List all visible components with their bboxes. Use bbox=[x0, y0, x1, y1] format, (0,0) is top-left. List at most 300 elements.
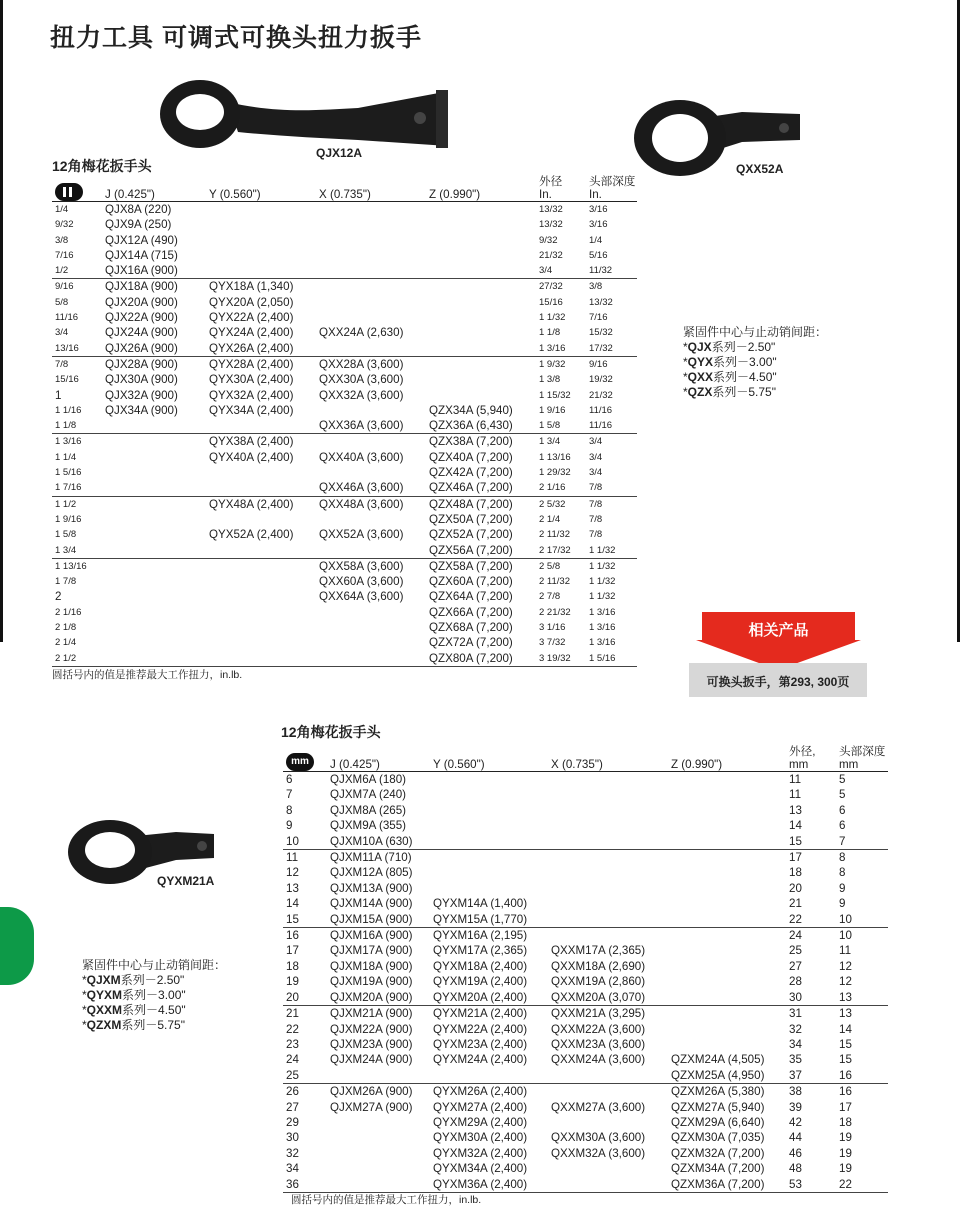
table-cell bbox=[316, 620, 426, 635]
table-cell: 13 bbox=[836, 1006, 888, 1022]
table-cell: QJXM22A (900) bbox=[330, 1022, 413, 1036]
table-cell bbox=[430, 803, 548, 818]
table-cell: QJXM10A (630) bbox=[330, 834, 413, 848]
table-cell bbox=[316, 310, 426, 325]
spacing-note-title: 紧固件中心与止动销间距： bbox=[82, 958, 227, 972]
table-cell: QYXM27A (2,400) bbox=[433, 1100, 528, 1114]
table-cell bbox=[316, 605, 426, 620]
table-cell bbox=[426, 217, 536, 232]
table-cell: 21/32 bbox=[539, 249, 563, 261]
table-cell: 1 1/32 bbox=[539, 312, 566, 324]
table-cell: 30 bbox=[286, 1131, 299, 1145]
table-cell: QZX72A (7,200) bbox=[429, 636, 513, 650]
table-cell: QZX50A (7,200) bbox=[429, 512, 513, 526]
table-cell bbox=[102, 512, 206, 527]
table-cell: 17 bbox=[286, 944, 299, 958]
table-cell bbox=[206, 233, 316, 248]
table-cell: QYXM20A (2,400) bbox=[433, 990, 528, 1004]
table-cell: 3/4 bbox=[539, 265, 553, 277]
table-cell: 11/16 bbox=[589, 420, 613, 432]
table-row bbox=[52, 295, 637, 310]
spacing-note-metric bbox=[82, 958, 226, 1033]
table-cell bbox=[206, 574, 316, 589]
page-border-left bbox=[0, 0, 3, 642]
footnote-inch: 圆括号内的值是推荐最大工作扭力，in.lb. bbox=[52, 669, 243, 681]
image-caption-qjx12a: QJX12A bbox=[316, 146, 363, 160]
table-cell: QZX34A (5,940) bbox=[429, 403, 513, 417]
table-cell: 1 5/8 bbox=[539, 420, 561, 432]
table-cell: QYX48A (2,400) bbox=[206, 496, 316, 512]
table-cell: 17 bbox=[839, 1100, 852, 1114]
table-cell: QJX26A (900) bbox=[105, 341, 178, 355]
table-cell: 11/32 bbox=[589, 265, 613, 277]
table-row bbox=[52, 605, 637, 620]
table-cell: QXX60A (3,600) bbox=[319, 575, 404, 589]
inch-icon bbox=[55, 183, 83, 201]
table-cell bbox=[316, 512, 426, 527]
wrench-image-qjx12a bbox=[158, 74, 453, 154]
table-row bbox=[52, 248, 637, 263]
table-cell: 19 bbox=[286, 975, 299, 989]
table-cell: 1 1/8 bbox=[55, 420, 77, 432]
table-row bbox=[52, 496, 637, 512]
table-cell: QZX40A (7,200) bbox=[429, 450, 513, 464]
table-cell: QJXM12A (805) bbox=[330, 866, 413, 880]
table-cell: QZX38A (7,200) bbox=[426, 434, 536, 450]
table-cell: 5/16 bbox=[589, 249, 608, 261]
table-cell bbox=[316, 434, 426, 450]
table-cell: 20 bbox=[286, 990, 299, 1004]
table-cell: 12 bbox=[286, 866, 299, 880]
table-cell: 16 bbox=[839, 1068, 852, 1082]
table-header bbox=[283, 746, 888, 772]
table-cell: 5 bbox=[839, 788, 846, 802]
table-row bbox=[52, 465, 637, 480]
table-cell: QZX36A (6,430) bbox=[429, 419, 513, 433]
table-cell: 13 bbox=[839, 990, 852, 1004]
table-cell: QYXM19A (2,400) bbox=[433, 975, 528, 989]
table-cell: 6 bbox=[286, 773, 293, 786]
table-cell bbox=[430, 881, 548, 896]
table-cell bbox=[668, 865, 786, 880]
table-cell: QYX40A (2,400) bbox=[209, 450, 294, 464]
table-cell: 14 bbox=[286, 897, 299, 911]
table-cell bbox=[668, 928, 786, 944]
table-cell bbox=[102, 450, 206, 465]
table-cell: 29 bbox=[286, 1115, 299, 1129]
table-row bbox=[52, 356, 637, 372]
table-cell: QXX64A (3,600) bbox=[319, 590, 404, 604]
column-header: X (0.735") bbox=[316, 176, 426, 202]
table-cell: 1 5/16 bbox=[586, 651, 637, 667]
table-row bbox=[52, 434, 637, 450]
table-cell: 1 bbox=[55, 388, 62, 402]
table-cell: 26 bbox=[283, 1084, 327, 1100]
table-cell bbox=[316, 217, 426, 232]
spacing-note-line: *QZX系列－5.75" bbox=[683, 385, 776, 399]
table-cell bbox=[102, 418, 206, 434]
table-row bbox=[52, 589, 637, 604]
table-cell: 1 1/2 bbox=[52, 496, 102, 512]
table-cell: QXX46A (3,600) bbox=[319, 481, 404, 495]
related-products-link[interactable]: 可换头扳手，第293, 300页 bbox=[706, 675, 850, 689]
table-cell bbox=[548, 803, 668, 818]
table-cell bbox=[426, 372, 536, 387]
table-cell: QYX38A (2,400) bbox=[206, 434, 316, 450]
table-cell: 34 bbox=[286, 1162, 299, 1176]
table-cell: 1 3/16 bbox=[52, 434, 102, 450]
table-cell: QJX28A (900) bbox=[102, 356, 206, 372]
table-cell: 2 1/4 bbox=[55, 637, 77, 649]
table-cell bbox=[316, 263, 426, 279]
table-cell: 9 bbox=[839, 897, 846, 911]
table-cell: 3/4 bbox=[55, 327, 69, 339]
table-row bbox=[283, 974, 888, 989]
table-cell: 19 bbox=[839, 1131, 852, 1145]
table-cell: QYX26A (2,400) bbox=[209, 341, 294, 355]
table-cell: QYXM23A (2,400) bbox=[433, 1037, 528, 1051]
column-header: Z (0.990") bbox=[426, 176, 536, 202]
table-cell: QXXM20A (3,070) bbox=[551, 990, 646, 1004]
table-row bbox=[52, 558, 637, 574]
table-cell: QJXM18A (900) bbox=[330, 959, 413, 973]
page-title: 扭力工具 可调式可换头扭力扳手 bbox=[50, 24, 422, 52]
table-cell: 36 bbox=[283, 1177, 327, 1193]
table-cell bbox=[430, 834, 548, 850]
table-cell bbox=[316, 651, 426, 667]
table-cell: QXX30A (3,600) bbox=[319, 373, 404, 387]
table-cell: 1 5/16 bbox=[55, 467, 82, 479]
table-cell: QXXM19A (2,860) bbox=[551, 975, 646, 989]
table-cell bbox=[316, 465, 426, 480]
table-cell bbox=[102, 635, 206, 650]
column-header: 头部深度 mm bbox=[836, 746, 888, 772]
related-products-badge: 相关产品 bbox=[748, 622, 809, 639]
table-cell: 27 bbox=[789, 959, 802, 973]
column-header: 头部深度 In. bbox=[586, 176, 637, 202]
table-row bbox=[283, 834, 888, 850]
table-cell: QZXM34A (7,200) bbox=[671, 1162, 765, 1176]
table-cell bbox=[548, 850, 668, 866]
table-cell: 37 bbox=[789, 1068, 802, 1082]
table-cell: QZXM29A (6,640) bbox=[671, 1115, 765, 1129]
table-cell bbox=[327, 1146, 430, 1161]
table-cell: 2 5/32 bbox=[536, 496, 586, 512]
table-cell: 1/4 bbox=[55, 204, 69, 215]
table-cell: 1 13/16 bbox=[539, 451, 571, 463]
table-cell: QJX18A (900) bbox=[102, 279, 206, 295]
table-cell bbox=[668, 896, 786, 911]
table-cell: QJX9A (250) bbox=[105, 218, 172, 232]
table-cell: 28 bbox=[789, 975, 802, 989]
table-cell bbox=[548, 834, 668, 850]
footnote-metric: 圆括号内的值是推荐最大工作扭力，in.lb. bbox=[291, 1194, 482, 1206]
table-cell: QXXM30A (3,600) bbox=[551, 1131, 646, 1145]
table-cell: 21/32 bbox=[589, 389, 613, 401]
table-cell: QZX48A (7,200) bbox=[426, 496, 536, 512]
table-row bbox=[52, 512, 637, 527]
table-cell: 7/8 bbox=[586, 496, 637, 512]
table-cell: QXXM22A (3,600) bbox=[551, 1022, 646, 1036]
table-cell: 7/16 bbox=[589, 312, 608, 324]
table-cell: 7 bbox=[286, 788, 293, 802]
table-cell: 53 bbox=[786, 1177, 836, 1193]
table-cell: QJXM21A (900) bbox=[327, 1006, 430, 1022]
table-cell: 3 1/16 bbox=[539, 622, 566, 634]
table-cell: QYX34A (2,400) bbox=[209, 403, 294, 417]
table-cell: QJXM9A (355) bbox=[330, 819, 407, 833]
table-cell bbox=[668, 850, 786, 866]
table-cell: 25 bbox=[789, 944, 802, 958]
table-row bbox=[52, 543, 637, 559]
table-cell bbox=[426, 248, 536, 263]
table-cell: 2 1/2 bbox=[52, 651, 102, 667]
table-cell: 8 bbox=[286, 803, 293, 817]
table-cell: 1 1/32 bbox=[589, 576, 616, 588]
table-cell bbox=[316, 635, 426, 650]
table-cell bbox=[206, 202, 316, 218]
table-cell: QJXM20A (900) bbox=[330, 990, 413, 1004]
table-cell bbox=[668, 912, 786, 928]
table-cell: 27 bbox=[286, 1100, 299, 1114]
table-cell: QXXM32A (3,600) bbox=[551, 1146, 646, 1160]
table-cell: QJX34A (900) bbox=[105, 403, 178, 417]
table-cell: 7 bbox=[839, 834, 846, 848]
table-cell bbox=[668, 772, 786, 788]
column-header: Z (0.990") bbox=[668, 746, 786, 772]
table-cell: QZX52A (7,200) bbox=[429, 528, 513, 542]
table-cell bbox=[426, 388, 536, 403]
spacing-note-line: *QJXM系列－2.50" bbox=[82, 973, 185, 987]
table-row bbox=[52, 418, 637, 434]
table-cell: 13/16 bbox=[55, 342, 79, 354]
table-cell: QYXM30A (2,400) bbox=[433, 1131, 528, 1145]
table-cell bbox=[668, 818, 786, 833]
table-cell: QXXM18A (2,690) bbox=[551, 959, 646, 973]
table-cell: 2 bbox=[55, 590, 62, 604]
table-cell: 3/4 bbox=[589, 467, 603, 479]
table-cell bbox=[668, 1006, 786, 1022]
table-cell: 42 bbox=[789, 1115, 802, 1129]
table-cell: QXX32A (3,600) bbox=[319, 388, 404, 402]
table-cell: QJX12A (490) bbox=[105, 233, 178, 247]
table-cell: 6 bbox=[839, 803, 846, 817]
table-cell: QJXM11A (710) bbox=[327, 850, 430, 866]
table-row bbox=[52, 635, 637, 650]
table-cell bbox=[102, 620, 206, 635]
table-cell: QZXM27A (5,940) bbox=[671, 1100, 765, 1114]
table-cell: QJXM17A (900) bbox=[330, 944, 413, 958]
table-row bbox=[283, 1084, 888, 1100]
table-row bbox=[52, 341, 637, 357]
table-cell: 14 bbox=[839, 1022, 852, 1036]
table-cell: 17 bbox=[786, 850, 836, 866]
table-cell: 9/32 bbox=[539, 234, 558, 246]
table-cell: 3 19/32 bbox=[536, 651, 586, 667]
table-cell: 1 13/16 bbox=[52, 558, 102, 574]
table-row bbox=[52, 574, 637, 589]
table-cell: 38 bbox=[786, 1084, 836, 1100]
table-cell: QYXM17A (2,365) bbox=[433, 944, 528, 958]
table-cell: 17/32 bbox=[589, 342, 613, 354]
table-cell: QXXM27A (3,600) bbox=[551, 1100, 646, 1114]
table-cell: 32 bbox=[286, 1146, 299, 1160]
table-cell: 7/8 bbox=[589, 482, 603, 494]
table-row bbox=[283, 928, 888, 944]
table-cell bbox=[327, 1130, 430, 1145]
table-cell: 31 bbox=[786, 1006, 836, 1022]
table-row bbox=[283, 1037, 888, 1052]
table-cell: 16 bbox=[836, 1084, 888, 1100]
table-row bbox=[283, 1006, 888, 1022]
table-row bbox=[283, 1130, 888, 1145]
table-cell bbox=[548, 896, 668, 911]
table-cell: QYXM22A (2,400) bbox=[433, 1022, 528, 1036]
table-cell: 11/16 bbox=[589, 404, 613, 416]
table-cell: 2 1/8 bbox=[55, 622, 77, 634]
table-cell: QYXM26A (2,400) bbox=[430, 1084, 548, 1100]
table-cell: QXX28A (3,600) bbox=[316, 356, 426, 372]
table-cell: QZXM32A (7,200) bbox=[671, 1146, 765, 1160]
metric-wrench-table bbox=[283, 746, 888, 1193]
table-cell bbox=[316, 543, 426, 559]
table-cell bbox=[102, 651, 206, 667]
table-row bbox=[283, 1100, 888, 1115]
table-cell bbox=[206, 263, 316, 279]
table-cell: QJX22A (900) bbox=[105, 311, 178, 325]
table-cell: 16 bbox=[283, 928, 327, 944]
table-row bbox=[283, 772, 888, 788]
column-header: 外径, mm bbox=[786, 746, 836, 772]
table-cell: 15/32 bbox=[589, 327, 613, 339]
table-cell bbox=[430, 1068, 548, 1084]
table-cell bbox=[548, 881, 668, 896]
table-cell bbox=[206, 589, 316, 604]
table-cell bbox=[102, 527, 206, 542]
table-cell: 22 bbox=[789, 912, 802, 926]
table-cell: 1 9/32 bbox=[536, 356, 586, 372]
table-cell: QXX36A (3,600) bbox=[319, 419, 404, 433]
table-cell bbox=[668, 974, 786, 989]
table-cell bbox=[206, 248, 316, 263]
table-cell: QZX68A (7,200) bbox=[429, 621, 513, 635]
table-cell: QJXM6A (180) bbox=[330, 773, 407, 786]
table-cell bbox=[430, 787, 548, 802]
table-cell: 1 15/32 bbox=[539, 389, 571, 401]
table-cell bbox=[206, 217, 316, 232]
table-cell: 1 3/16 bbox=[539, 342, 566, 354]
column-header bbox=[283, 746, 327, 772]
table-cell: QXX24A (2,630) bbox=[319, 326, 404, 340]
table-cell: 19 bbox=[839, 1162, 852, 1176]
table-cell: 15/16 bbox=[55, 374, 79, 386]
table-cell: 1 9/16 bbox=[539, 404, 566, 416]
table-cell: 1 3/4 bbox=[55, 544, 77, 556]
table-row bbox=[283, 1052, 888, 1067]
spacing-note-line: *QZXM系列－5.75" bbox=[82, 1018, 185, 1032]
table-cell: 8 bbox=[839, 866, 846, 880]
table-cell bbox=[206, 512, 316, 527]
table-cell: 1 5/8 bbox=[55, 529, 77, 541]
table-row bbox=[283, 850, 888, 866]
table-cell: 15 bbox=[286, 912, 299, 926]
table-cell: 18 bbox=[839, 1115, 852, 1129]
table-row bbox=[283, 990, 888, 1006]
table-cell: QYXM24A (2,400) bbox=[433, 1053, 528, 1067]
table-cell: 11/16 bbox=[55, 312, 79, 324]
table-cell: 2 11/32 bbox=[539, 529, 570, 541]
table-cell: 11 bbox=[283, 850, 327, 866]
mm-icon: mm bbox=[286, 753, 314, 771]
table-row bbox=[52, 279, 637, 295]
table-cell bbox=[206, 418, 316, 434]
table-cell: QYX24A (2,400) bbox=[209, 326, 294, 340]
table-cell: 13/32 bbox=[539, 219, 563, 231]
image-caption-qxx52a: QXX52A bbox=[736, 162, 784, 176]
table-cell: 2 7/8 bbox=[539, 591, 561, 603]
table-cell: QZXM30A (7,035) bbox=[671, 1131, 765, 1145]
section-tab[interactable] bbox=[0, 907, 34, 985]
table-cell: QZX60A (7,200) bbox=[429, 575, 513, 589]
table-cell bbox=[316, 233, 426, 248]
table-cell: QJXM19A (900) bbox=[330, 975, 413, 989]
table-cell: QJX32A (900) bbox=[105, 388, 178, 402]
table-cell bbox=[548, 772, 668, 788]
table-row bbox=[52, 450, 637, 465]
table-cell bbox=[206, 635, 316, 650]
table-cell: QJXM8A (265) bbox=[330, 803, 407, 817]
table-cell: QYXM36A (2,400) bbox=[430, 1177, 548, 1193]
table-cell bbox=[668, 787, 786, 802]
table-cell: 39 bbox=[789, 1100, 802, 1114]
table-cell: 15 bbox=[839, 1037, 852, 1051]
table-cell: 18 bbox=[789, 866, 802, 880]
table-cell bbox=[327, 1115, 430, 1130]
table-row bbox=[52, 527, 637, 542]
table-cell: QYX22A (2,400) bbox=[209, 311, 294, 325]
table-cell: 15/16 bbox=[539, 296, 563, 308]
table-cell: QJXM7A (240) bbox=[330, 788, 407, 802]
table-cell: 30 bbox=[789, 990, 802, 1004]
table-cell: QYX32A (2,400) bbox=[209, 388, 294, 402]
table-row bbox=[283, 1068, 888, 1084]
table-cell: 22 bbox=[286, 1022, 299, 1036]
table-cell: QJX16A (900) bbox=[105, 264, 178, 278]
table-row bbox=[283, 1161, 888, 1176]
table-cell: QZXM25A (4,950) bbox=[671, 1068, 765, 1082]
table-cell bbox=[102, 434, 206, 450]
table-cell: QZXM36A (7,200) bbox=[668, 1177, 786, 1193]
table-cell bbox=[206, 480, 316, 496]
table-cell bbox=[668, 1022, 786, 1037]
table-cell: QYXM15A (1,770) bbox=[433, 912, 528, 926]
table-cell: 22 bbox=[836, 1177, 888, 1193]
table-cell: 5 bbox=[839, 773, 846, 786]
page-border-right bbox=[957, 0, 960, 642]
table-cell: 2 5/8 bbox=[536, 558, 586, 574]
table-cell: QJX8A (220) bbox=[105, 203, 172, 216]
table-cell: 10 bbox=[836, 928, 888, 944]
table-cell: 2 1/4 bbox=[539, 513, 561, 525]
table-cell bbox=[548, 1177, 668, 1193]
table-cell: 2 17/32 bbox=[539, 544, 571, 556]
table-cell: 15 bbox=[839, 1053, 852, 1067]
table-cell: 34 bbox=[789, 1037, 802, 1051]
table-cell: 3/4 bbox=[586, 434, 637, 450]
table-cell: QZX46A (7,200) bbox=[429, 481, 513, 495]
table-row bbox=[52, 263, 637, 279]
table-cell: 19 bbox=[839, 1146, 852, 1160]
